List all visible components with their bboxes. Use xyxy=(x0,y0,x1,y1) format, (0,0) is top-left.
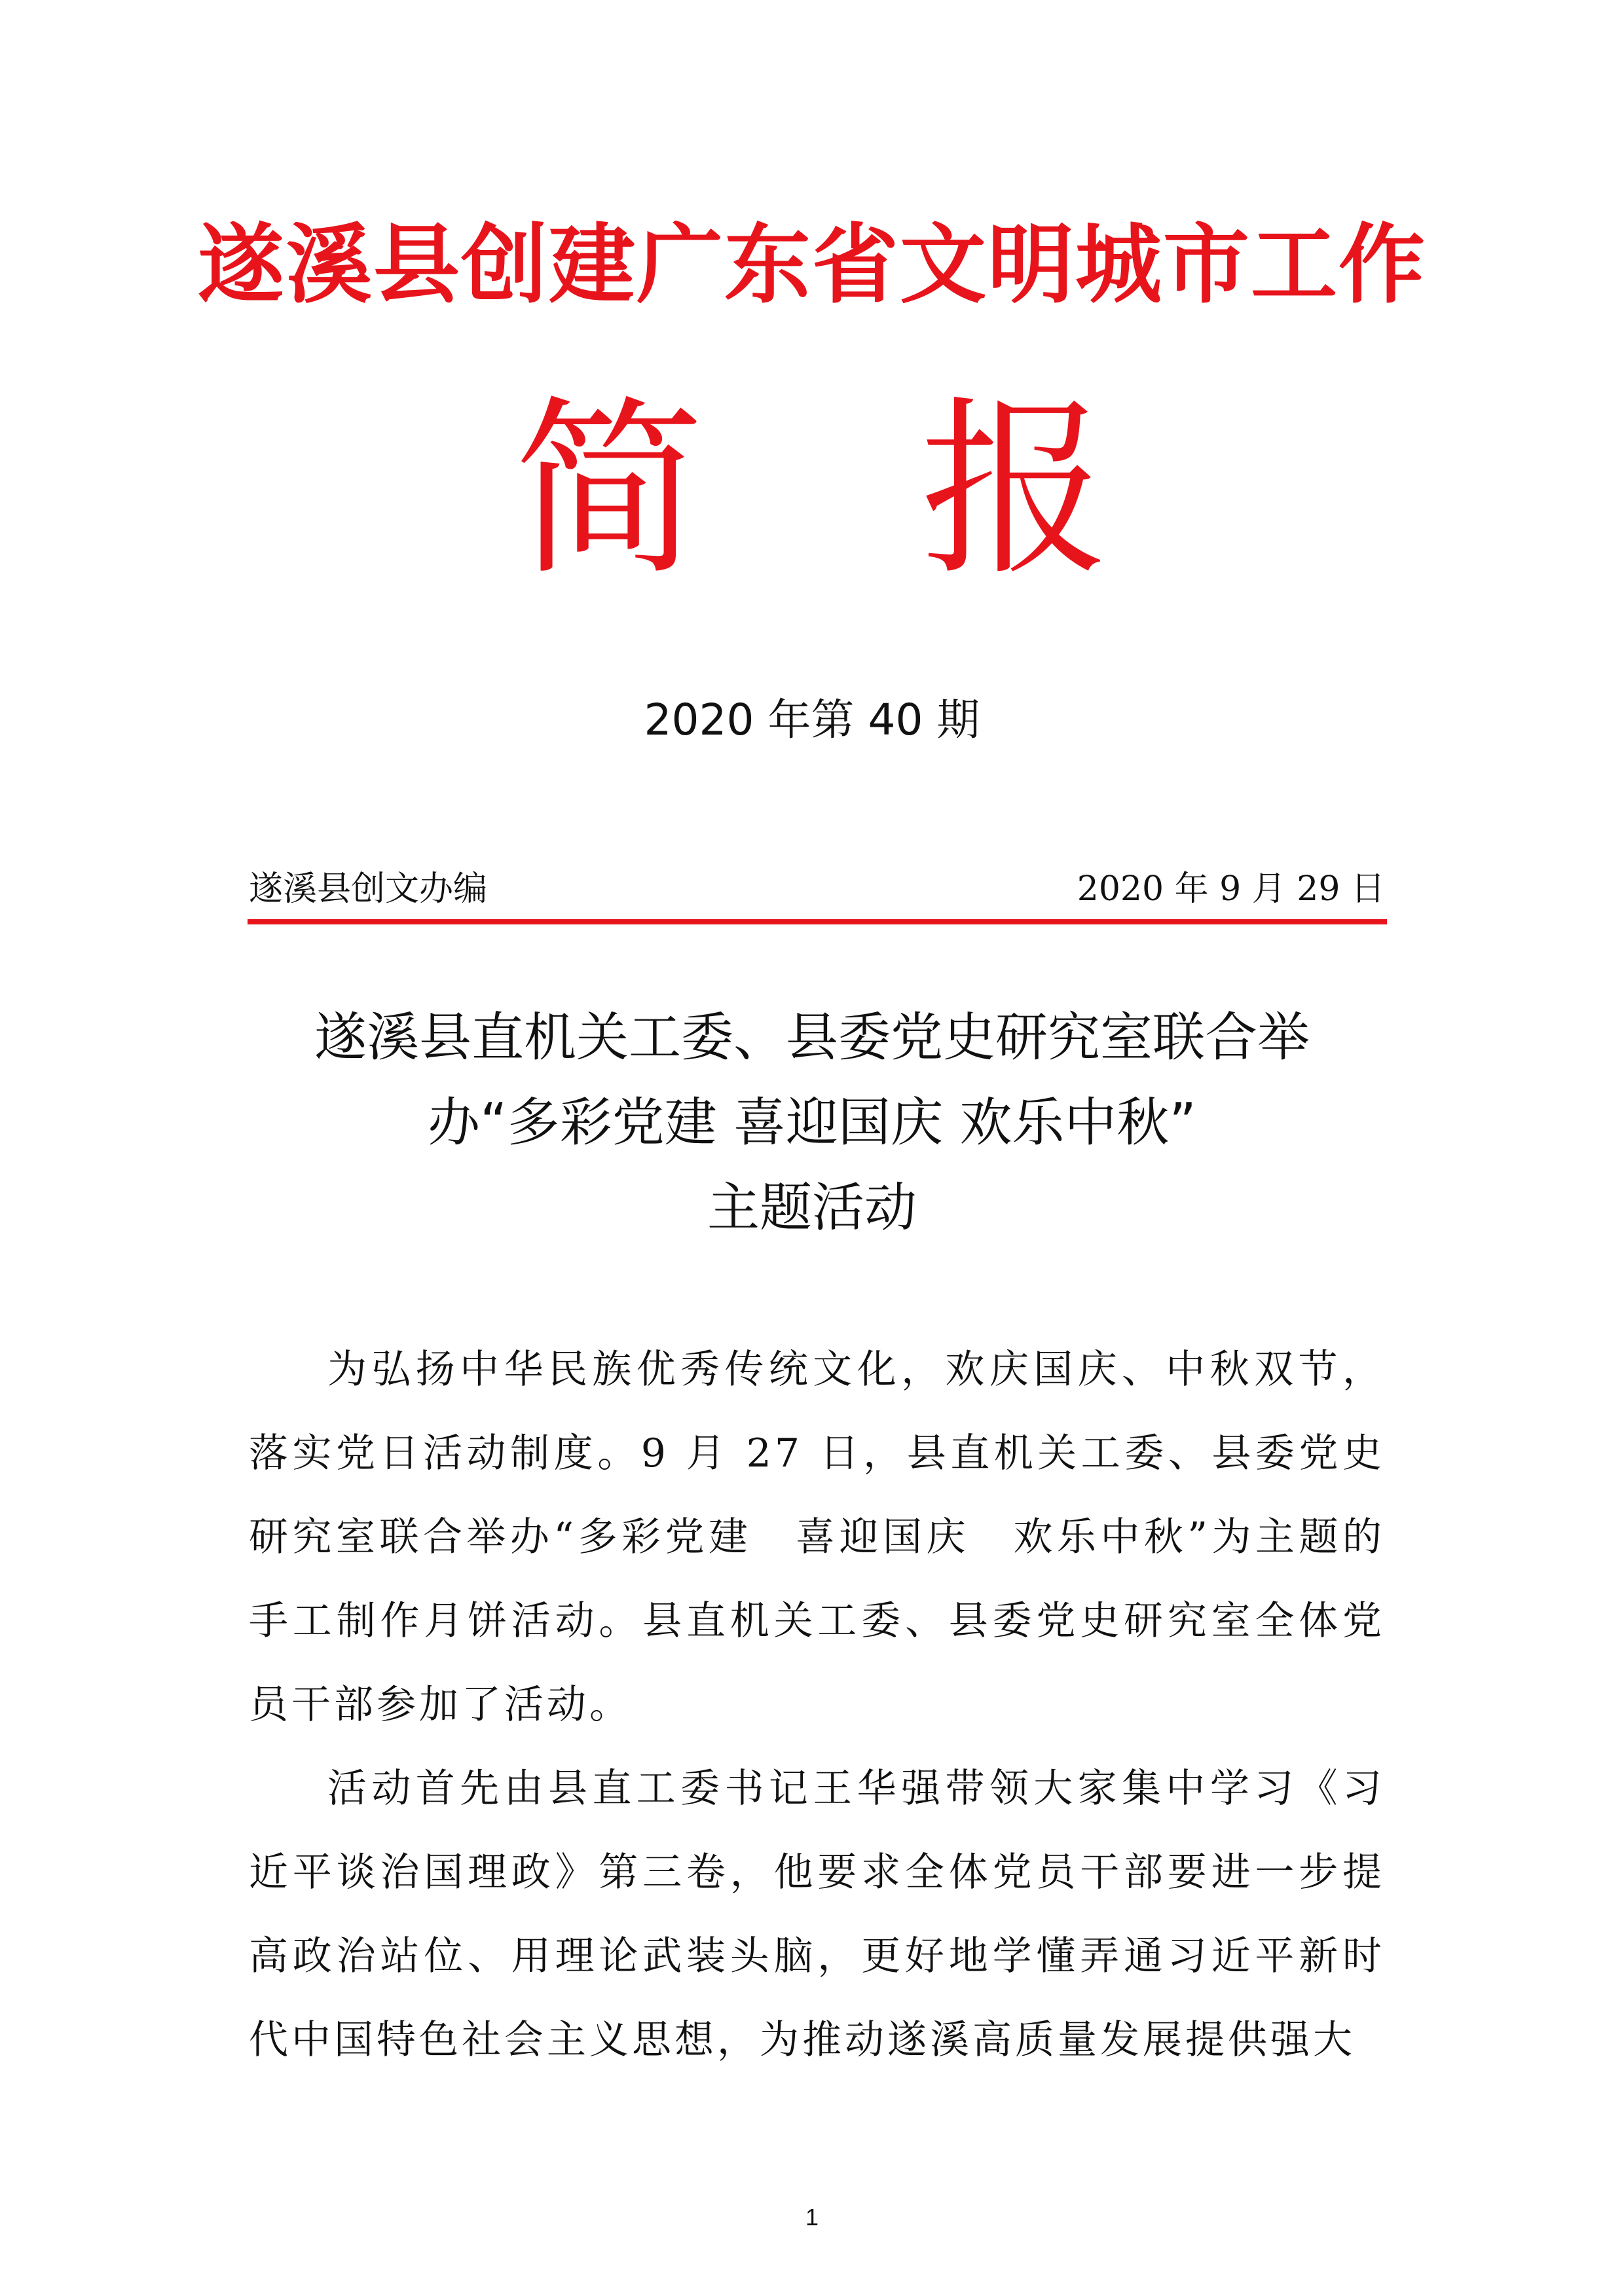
brief-char-jian: 简 xyxy=(514,380,704,601)
article-body xyxy=(249,1328,1385,2082)
red-divider xyxy=(248,919,1387,924)
article-title-line: 遂溪县直机关工委、县委党史研究室联合举 xyxy=(314,1007,1310,1068)
article-title xyxy=(196,995,1428,1250)
masthead-title: 遂溪县创建广东省文明城市工作 xyxy=(198,215,1426,316)
meta-row xyxy=(249,863,1385,915)
article-title-line: 办“多彩党建 喜迎国庆 欢乐中秋” xyxy=(428,1092,1196,1153)
page-number: 1 xyxy=(805,2204,819,2231)
body-paragraph: 活动首先由县直工委书记王华强带领大家集中学习《习近平谈治国理政》第三卷，他要求全体党员干部要进一步提高政治站位、用理论武装头脑，更好地学懂弄通习近平新时代中国特色社会主义思想，为推动遂溪高质量发展提供强大 xyxy=(249,1766,1385,2063)
brief-char-bao: 报 xyxy=(920,380,1110,601)
article-title-line: 主题活动 xyxy=(707,1177,917,1238)
editor-label: 遂溪县创文办编 xyxy=(249,869,488,909)
issue-date: 2020 年 9 月 29 日 xyxy=(1077,869,1385,909)
body-paragraph: 为弘扬中华民族优秀传统文化，欢庆国庆、中秋双节，落实党日活动制度。9 月 27 日，县直机关工委、县委党史研究室联合举办“多彩党建 喜迎国庆 欢乐中秋”为主题的手工制作月饼活动。县直机关工委、县委党史研究室全体党员干部参加了活动。 xyxy=(249,1347,1385,1728)
issue-number: 2020 年第 40 期 xyxy=(644,695,980,745)
masthead-brief xyxy=(0,380,1624,601)
